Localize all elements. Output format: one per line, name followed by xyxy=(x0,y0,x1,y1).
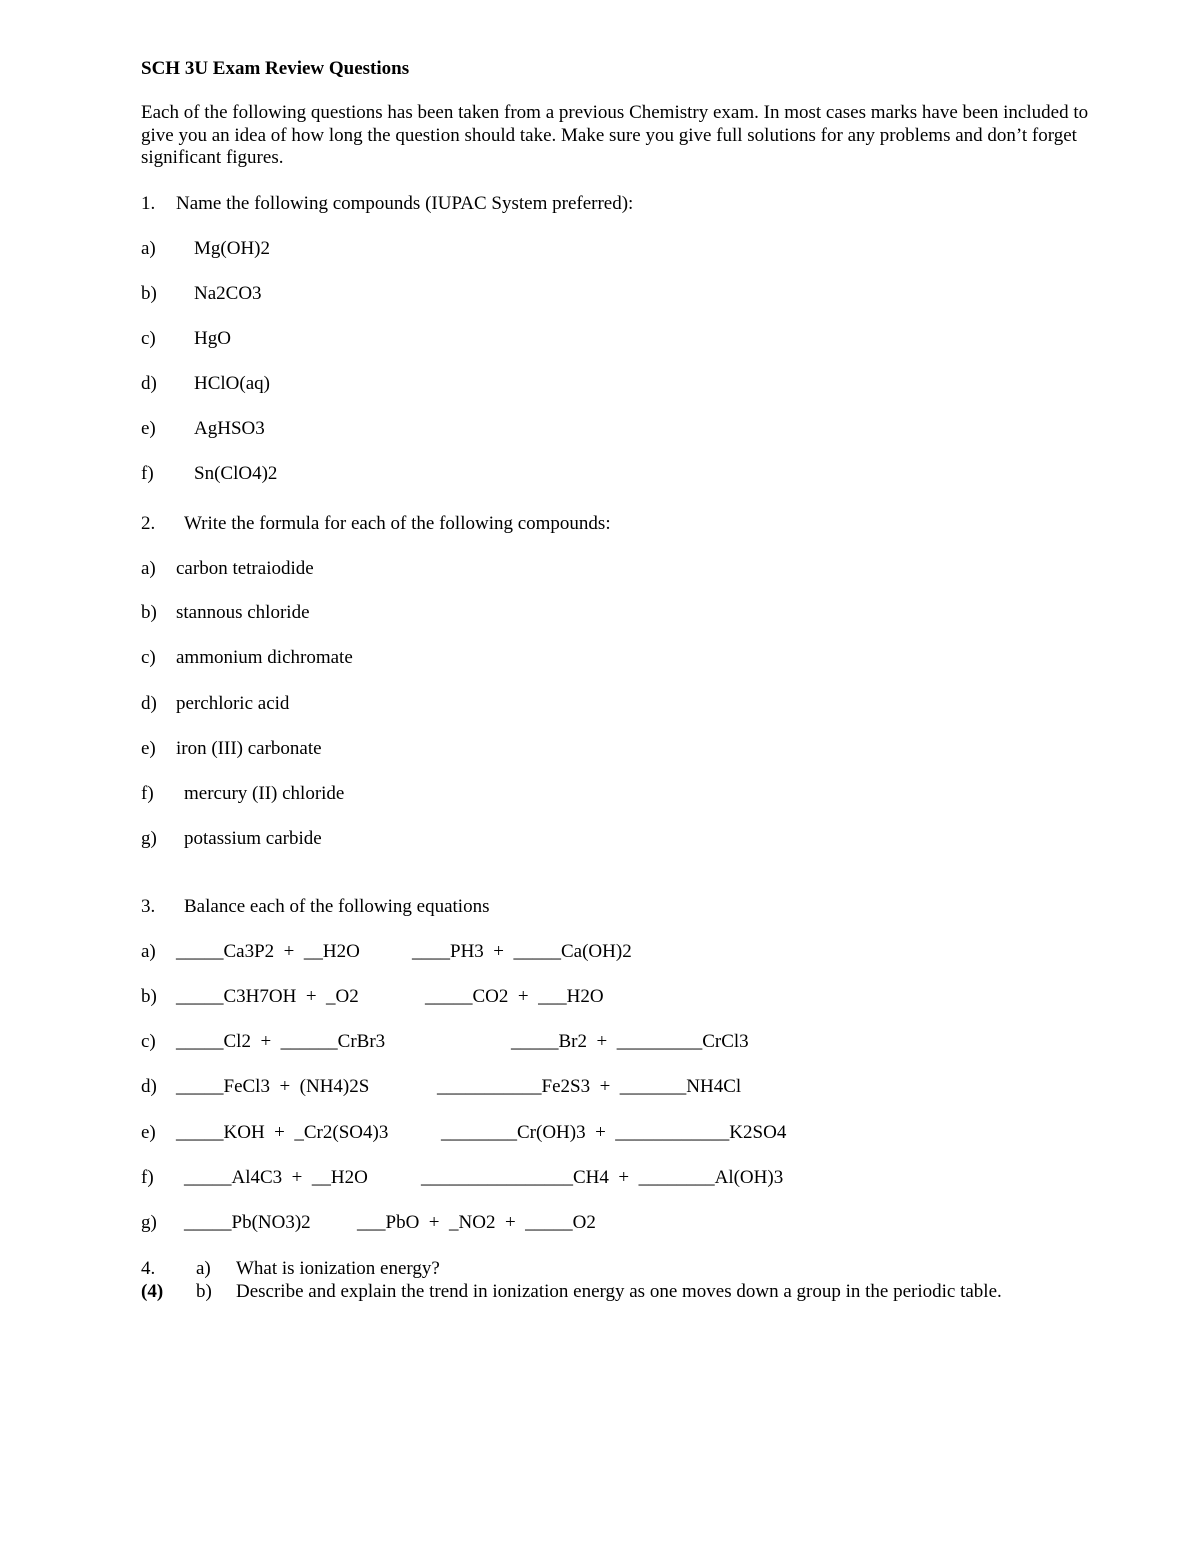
q2-item: mercury (II) chloride xyxy=(184,783,345,804)
q1-label: b) xyxy=(141,283,157,304)
q3-label: g) xyxy=(141,1212,157,1233)
q4-part: Describe and explain the trend in ionization energy as one moves down a group in the periodic table. xyxy=(236,1281,1002,1302)
q1-label: f) xyxy=(141,463,154,484)
q4-part: What is ionization energy? xyxy=(236,1258,440,1279)
q3-reactants: _____KOH + _Cr2(SO4)3 xyxy=(176,1122,389,1143)
q4-marks: (4) xyxy=(141,1281,164,1302)
q2-label: g) xyxy=(141,828,157,849)
q3-label: f) xyxy=(141,1167,154,1188)
q3-products: ___PbO + _NO2 + _____O2 xyxy=(357,1212,596,1233)
q3-number: 3. xyxy=(141,896,156,917)
q2-item: carbon tetraiodide xyxy=(176,558,314,579)
q2-label: f) xyxy=(141,783,154,804)
q2-label: c) xyxy=(141,647,156,668)
intro-paragraph: Each of the following questions has been taken from a previous Chemistry exam. In most cases marks have been included to give you an idea of how long the question should take. Make sure you give full solutions for any problems and don’t forget significant figures. xyxy=(141,102,1089,168)
q1-item: HgO xyxy=(194,328,231,349)
q1-item: AgHSO3 xyxy=(194,418,265,439)
q3-products: ________________CH4 + ________Al(OH)3 xyxy=(421,1167,784,1188)
q1-label: c) xyxy=(141,328,156,349)
q2-label: a) xyxy=(141,558,156,579)
q3-reactants: _____C3H7OH + _O2 xyxy=(176,986,359,1007)
q3-reactants: _____FeCl3 + (NH4)2S xyxy=(176,1076,370,1097)
q3-reactants: _____Ca3P2 + __H2O xyxy=(176,941,360,962)
q2-item: ammonium dichromate xyxy=(176,647,353,668)
q2-label: d) xyxy=(141,693,157,714)
q2-item: potassium carbide xyxy=(184,828,322,849)
q3-prompt: Balance each of the following equations xyxy=(184,896,490,917)
q3-products: _____CO2 + ___H2O xyxy=(425,986,604,1007)
q1-item: Na2CO3 xyxy=(194,283,262,304)
q3-reactants: _____Cl2 + ______CrBr3 xyxy=(176,1031,386,1052)
q4-number: 4. xyxy=(141,1258,156,1279)
q3-label: a) xyxy=(141,941,156,962)
q1-label: e) xyxy=(141,418,156,439)
q3-reactants: _____Al4C3 + __H2O xyxy=(184,1167,368,1188)
q2-item: perchloric acid xyxy=(176,693,290,714)
q3-label: c) xyxy=(141,1031,156,1052)
q1-label: a) xyxy=(141,238,156,259)
page-title: SCH 3U Exam Review Questions xyxy=(141,58,410,79)
q3-reactants: _____Pb(NO3)2 xyxy=(184,1212,311,1233)
q1-item: HClO(aq) xyxy=(194,373,270,394)
q3-products: ____PH3 + _____Ca(OH)2 xyxy=(412,941,632,962)
q1-prompt: Name the following compounds (IUPAC System preferred): xyxy=(176,193,634,214)
q4-label: a) xyxy=(196,1258,211,1279)
q3-label: b) xyxy=(141,986,157,1007)
q2-label: e) xyxy=(141,738,156,759)
q1-item: Mg(OH)2 xyxy=(194,238,270,259)
q1-number: 1. xyxy=(141,193,156,214)
q2-item: iron (III) carbonate xyxy=(176,738,322,759)
q3-label: d) xyxy=(141,1076,157,1097)
q3-products: ________Cr(OH)3 + ____________K2SO4 xyxy=(441,1122,787,1143)
q1-item: Sn(ClO4)2 xyxy=(194,463,278,484)
q2-number: 2. xyxy=(141,513,156,534)
q2-prompt: Write the formula for each of the following compounds: xyxy=(184,513,611,534)
q2-item: stannous chloride xyxy=(176,602,310,623)
q3-products: ___________Fe2S3 + _______NH4Cl xyxy=(437,1076,742,1097)
q3-label: e) xyxy=(141,1122,156,1143)
q1-label: d) xyxy=(141,373,157,394)
q3-products: _____Br2 + _________CrCl3 xyxy=(511,1031,749,1052)
q4-label: b) xyxy=(196,1281,212,1302)
q2-label: b) xyxy=(141,602,157,623)
